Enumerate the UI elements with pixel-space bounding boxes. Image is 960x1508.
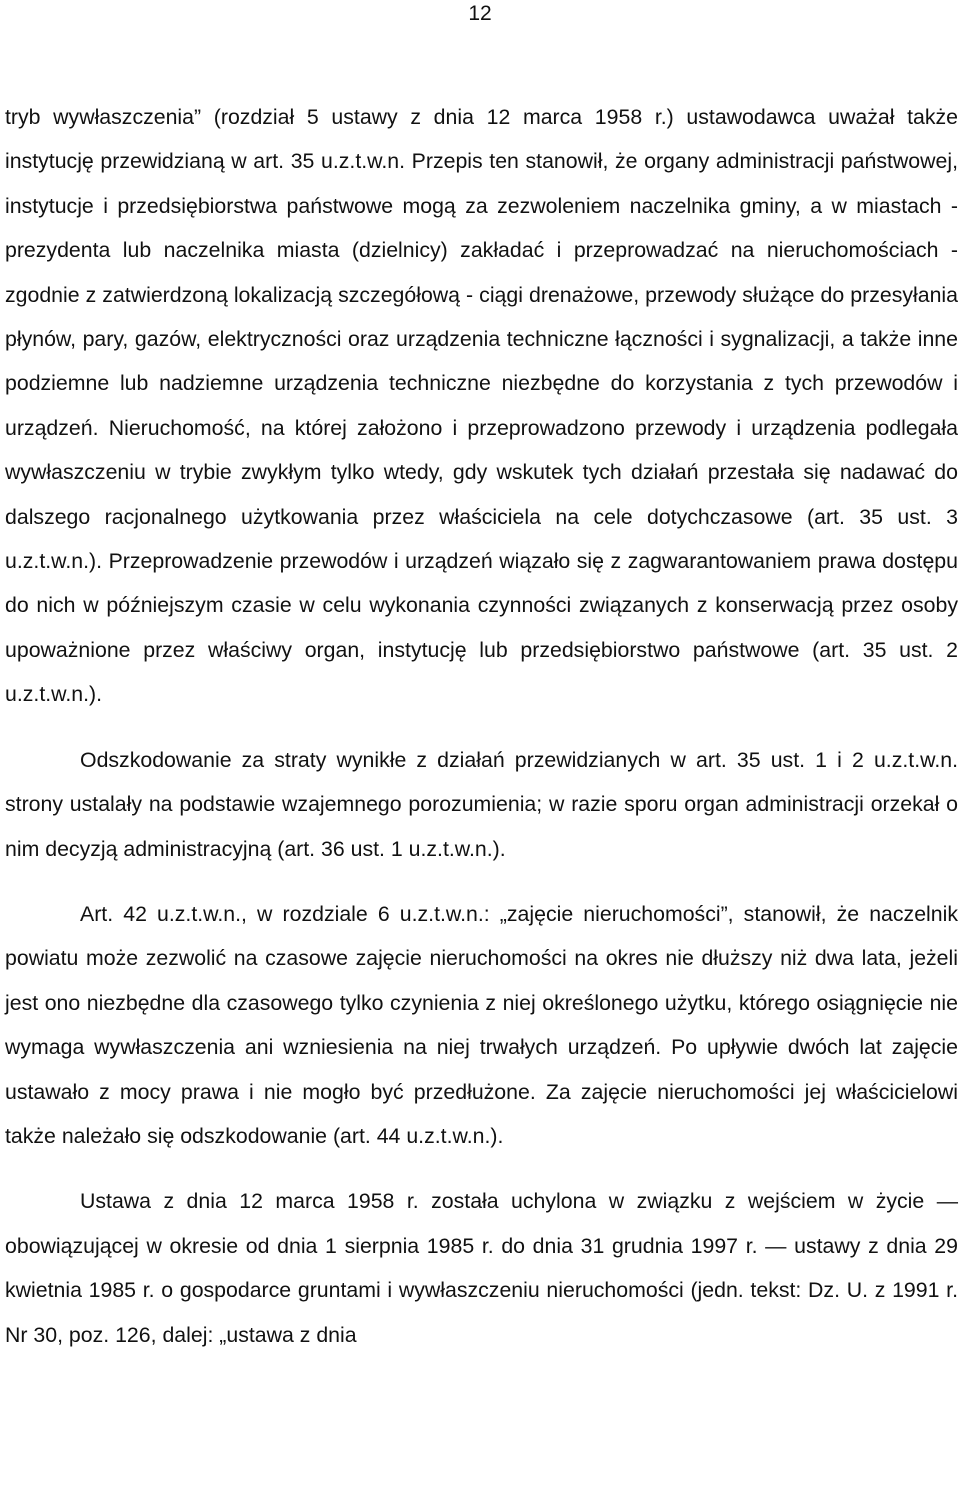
paragraph-2: Odszkodowanie za straty wynikłe z działań przewidzianych w art. 35 ust. 1 i 2 u.z.t.w.n. strony ustalały na podstawie wzajemnego porozumienia; w razie sporu organ administracji orzekał o nim decyzją administracyjną (art. 36 ust. 1 u.z.t.w.n.).: [5, 747, 958, 861]
paragraph-1: tryb wywłaszczenia” (rozdział 5 ustawy z dnia 12 marca 1958 r.) ustawodawca uważał także instytucję przewidzianą w art. 35 u.z.t.w.n. Przepis ten stanowił, że organy administracji państwowej, instytucje i przedsiębiorstwa państwowe mogą za zezwoleniem naczelnika gminy, a w miastach - prezydenta lub naczelnika miasta (dzielnicy) zakładać i przeprowadzać na nieruchomościach - zgodnie z zatwierdzoną lokalizacją szczegółową - ciągi drenażowe, przewody służące do przesyłania płynów, pary, gazów, elektryczności oraz urządzenia techniczne łączności i sygnalizacji, a także inne podziemne lub nadziemne urządzenia techniczne niezbędne do korzystania z tych przewodów i urządzeń. Nieruchomość, na której założono i przeprowadzono przewody i urządzenia podlegała wywłaszczeniu w trybie zwykłym tylko wtedy, gdy wskutek tych działań przestała się nadawać do dalszego racjonalnego użytkowania przez właściciela na cele dotychczasowe (art. 35 ust. 3 u.z.t.w.n.). Przeprowadzenie przewodów i urządzeń wiązało się z zagwarantowaniem prawa dostępu do nich w późniejszym czasie w celu wykonania czynności związanych z konserwacją przez osoby upoważnione przez właściwy organ, instytucję lub przedsiębiorstwo państwowe (art. 35 ust. 2 u.z.t.w.n.).: [5, 105, 958, 707]
document-body: [5, 95, 958, 1357]
paragraph-3: Art. 42 u.z.t.w.n., w rozdziale 6 u.z.t.w.n.: „zajęcie nieruchomości”, stanowił, że naczelnik powiatu może zezwolić na czasowe zajęcie nieruchomości na okres nie dłuższy niż dwa lata, jeżeli jest ono niezbędne dla czasowego tylko czynienia z niej określonego użytku, którego osiągnięcie nie wymaga wywłaszczenia ani wzniesienia na niej trwałych urządzeń. Po upływie dwóch lat zajęcie ustawało z mocy prawa i nie mogło być przedłużone. Za zajęcie nieruchomości jej właścicielowi także należało się odszkodowanie (art. 44 u.z.t.w.n.).: [5, 901, 958, 1148]
paragraph-4: Ustawa z dnia 12 marca 1958 r. została uchylona w związku z wejściem w życie — obowiązującej w okresie od dnia 1 sierpnia 1985 r. do dnia 31 grudnia 1997 r. — ustawy z dnia 29 kwietnia 1985 r. o gospodarce gruntami i wywłaszczeniu nieruchomości (jedn. tekst: Dz. U. z 1991 r. Nr 30, poz. 126, dalej: „ustawa z dnia: [5, 1189, 958, 1347]
page-number: 12: [468, 2, 492, 25]
